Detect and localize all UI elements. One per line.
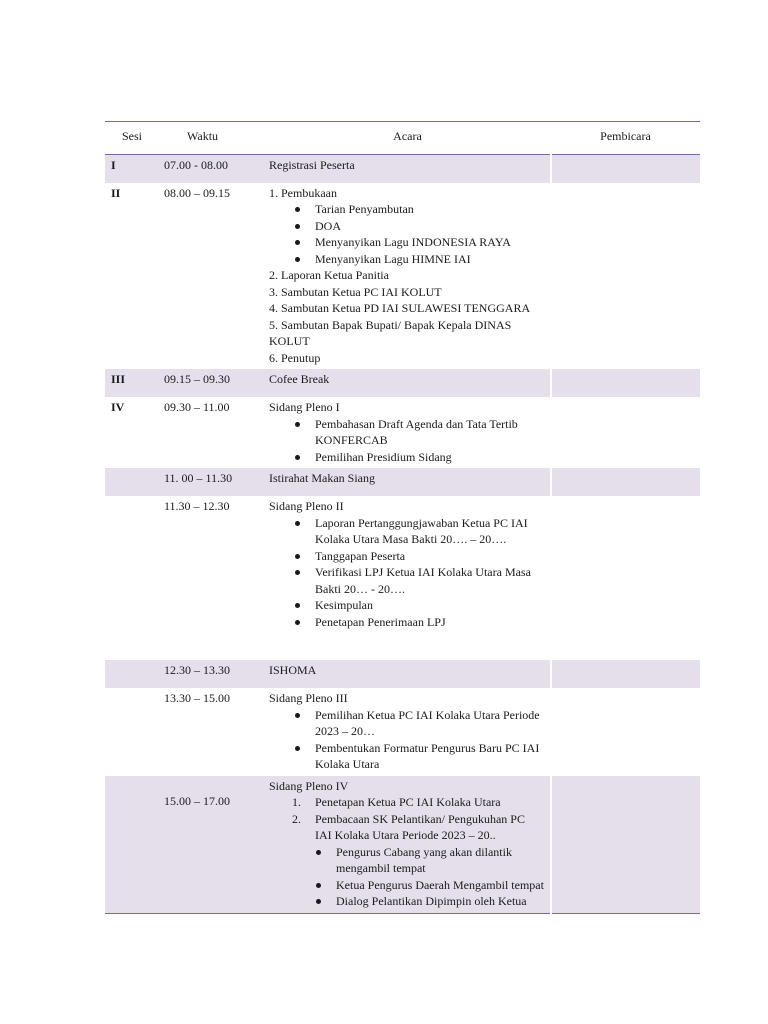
pembicara-cell bbox=[551, 660, 700, 688]
acara-title: ISHOMA bbox=[269, 663, 317, 677]
sesi-cell bbox=[105, 688, 159, 776]
list-marker: 1. bbox=[292, 795, 301, 809]
acara-cell bbox=[264, 496, 551, 660]
sesi-cell: I bbox=[105, 155, 159, 183]
agenda-line: 2. Laporan Ketua Panitia bbox=[269, 268, 389, 282]
agenda-line: 4. Sambutan Ketua PD IAI SULAWESI TENGGARA bbox=[269, 301, 531, 315]
pembicara-cell bbox=[551, 776, 700, 914]
bullet-list bbox=[269, 201, 545, 267]
acara-cell bbox=[264, 660, 551, 688]
waktu-cell: 08.00 – 09.15 bbox=[164, 185, 230, 200]
list-item: Pembentukan Formatur Pengurus Baru PC IAI Kolaka Utara bbox=[294, 740, 545, 773]
acara-cell bbox=[264, 369, 551, 397]
list-item bbox=[292, 794, 544, 811]
numbered-list bbox=[269, 794, 544, 910]
waktu-text: 15.00 – 17.00 bbox=[164, 793, 230, 808]
acara-title: Sidang Pleno I bbox=[269, 400, 340, 414]
list-item: Penetapan Penerimaan LPJ bbox=[294, 614, 545, 631]
table-row bbox=[105, 776, 700, 914]
list-item: Dialog Pelantikan Dipimpin oleh Ketua bbox=[315, 893, 544, 910]
bullet-list bbox=[269, 416, 545, 466]
acara-cell bbox=[264, 155, 551, 183]
sesi-cell bbox=[105, 496, 159, 660]
acara-title: Sidang Pleno IV bbox=[269, 778, 349, 793]
sesi-cell bbox=[105, 776, 159, 914]
agenda-line: 3. Sambutan Ketua PC IAI KOLUT bbox=[269, 284, 442, 299]
list-item-text: Pembacaan SK Pelantikan/ Pengukuhan PC IAI Kolaka Utara Periode 2023 – 20.. bbox=[315, 811, 525, 842]
waktu-cell: 12.30 – 13.30 bbox=[159, 660, 264, 688]
bullet-list bbox=[269, 515, 545, 631]
waktu-cell: 09.30 – 11.00 bbox=[164, 400, 230, 414]
list-item: Tanggapan Peserta bbox=[294, 548, 545, 565]
acara-cell bbox=[264, 688, 551, 776]
list-item: Menyanyikan Lagu INDONESIA RAYA bbox=[294, 234, 545, 251]
list-item: Ketua Pengurus Daerah Mengambil tempat bbox=[315, 877, 544, 894]
pembicara-cell bbox=[551, 155, 700, 183]
acara-title: Istirahat Makan Siang bbox=[269, 471, 375, 485]
table-row bbox=[105, 496, 700, 660]
waktu-cell: 13.30 – 15.00 bbox=[164, 691, 230, 705]
sesi-cell: IV bbox=[111, 400, 125, 414]
acara-title: Registrasi Peserta bbox=[269, 158, 355, 172]
waktu-cell bbox=[159, 776, 264, 914]
waktu-cell: 11.30 – 12.30 bbox=[164, 499, 230, 513]
table-row bbox=[105, 369, 700, 397]
table-row bbox=[105, 468, 700, 496]
list-item: Tarian Penyambutan bbox=[294, 201, 545, 218]
list-item: Laporan Pertanggungjawaban Ketua PC IAI Kolaka Utara Masa Bakti 20…. – 20…. bbox=[294, 515, 545, 548]
list-item: Verifikasi LPJ Ketua IAI Kolaka Utara Masa Bakti 20… - 20…. bbox=[294, 564, 545, 597]
header-acara: Acara bbox=[264, 122, 551, 155]
table-row bbox=[105, 155, 700, 183]
agenda-line: 5. Sambutan Bapak Bupati/ Bapak Kepala DINAS KOLUT bbox=[269, 317, 512, 348]
acara-title: Sidang Pleno II bbox=[269, 499, 344, 513]
pembicara-cell bbox=[551, 397, 700, 468]
list-item-text: Penetapan Ketua PC IAI Kolaka Utara bbox=[315, 795, 501, 809]
pembicara-cell bbox=[551, 496, 700, 660]
sesi-cell bbox=[105, 468, 159, 496]
list-item bbox=[292, 811, 544, 910]
acara-title: 1. Pembukaan bbox=[269, 185, 337, 200]
bullet-list bbox=[269, 707, 545, 773]
pembicara-cell bbox=[551, 468, 700, 496]
sesi-cell bbox=[105, 660, 159, 688]
sesi-cell: III bbox=[105, 369, 159, 397]
list-item: Pengurus Cabang yang akan dilantik mengambil tempat bbox=[315, 844, 544, 877]
acara-cell bbox=[264, 776, 551, 914]
acara-cell bbox=[264, 468, 551, 496]
acara-title: Sidang Pleno III bbox=[269, 691, 348, 705]
acara-cell bbox=[264, 397, 551, 468]
table-row bbox=[105, 660, 700, 688]
pembicara-cell bbox=[551, 183, 700, 370]
list-item: Kesimpulan bbox=[294, 597, 545, 614]
header-waktu: Waktu bbox=[159, 122, 264, 155]
sub-bullet-list bbox=[315, 844, 544, 910]
list-marker: 2. bbox=[292, 811, 301, 826]
agenda-line: 6. Penutup bbox=[269, 350, 321, 365]
acara-title: Cofee Break bbox=[269, 372, 330, 386]
waktu-cell: 09.15 – 09.30 bbox=[159, 369, 264, 397]
schedule-table bbox=[105, 121, 700, 914]
table-row bbox=[105, 688, 700, 776]
list-item: Menyanyikan Lagu HIMNE IAI bbox=[294, 251, 545, 268]
list-item: DOA bbox=[294, 218, 545, 235]
document-page bbox=[105, 121, 700, 914]
acara-cell bbox=[264, 183, 551, 370]
header-sesi: Sesi bbox=[105, 122, 159, 155]
table-row bbox=[105, 397, 700, 468]
table-row bbox=[105, 183, 700, 370]
sesi-cell: II bbox=[111, 185, 121, 200]
pembicara-cell bbox=[551, 369, 700, 397]
list-item: Pemilihan Ketua PC IAI Kolaka Utara Periode 2023 – 20… bbox=[294, 707, 545, 740]
table-header-row bbox=[105, 122, 700, 155]
pembicara-cell bbox=[551, 688, 700, 776]
header-pembicara: Pembicara bbox=[551, 122, 700, 155]
waktu-cell: 11. 00 – 11.30 bbox=[159, 468, 264, 496]
list-item: Pemilihan Presidium Sidang bbox=[294, 449, 545, 466]
list-item: Pembahasan Draft Agenda dan Tata Tertib KONFERCAB bbox=[294, 416, 545, 449]
waktu-cell: 07.00 - 08.00 bbox=[159, 155, 264, 183]
